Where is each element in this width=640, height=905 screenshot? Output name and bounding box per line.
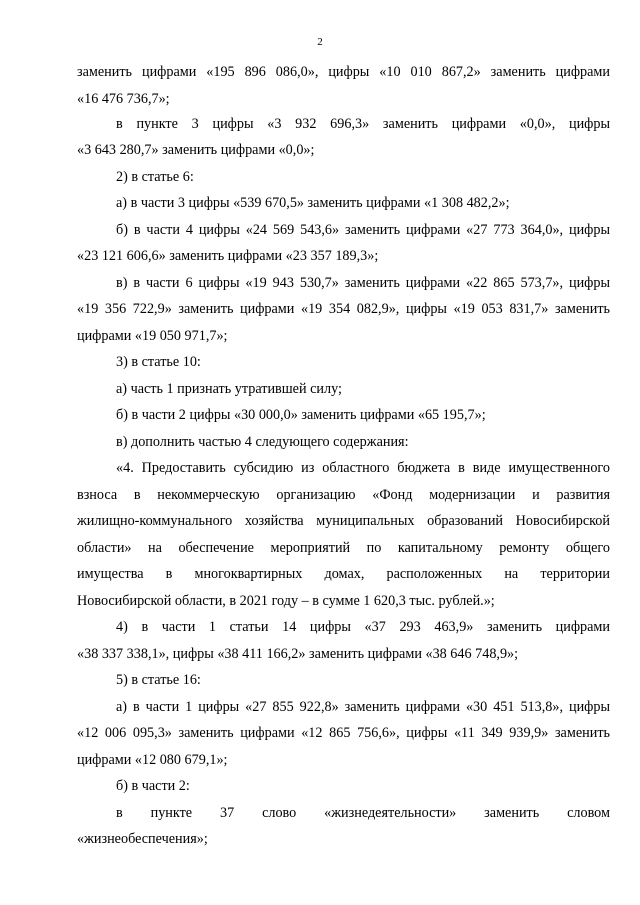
text-line: взноса в некоммерческую организацию «Фонд модернизации и развития (77, 487, 610, 503)
text-line: «жизнеобеспечения»; (77, 831, 208, 847)
text-line: а) часть 1 признать утратившей силу; (116, 381, 342, 397)
text-line: б) в части 4 цифры «24 569 543,6» заменить цифрами «27 773 364,0», цифры (116, 222, 610, 238)
text-line: жилищно-коммунального хозяйства муниципальных образований Новосибирской (77, 513, 610, 529)
text-line: «4. Предоставить субсидию из областного бюджета в виде имущественного (116, 460, 610, 476)
page-number: 2 (317, 36, 323, 48)
text-line: б) в части 2 цифры «30 000,0» заменить цифрами «65 195,7»; (116, 407, 486, 423)
text-line: а) в части 3 цифры «539 670,5» заменить цифрами «1 308 482,2»; (116, 195, 510, 211)
text-line: 5) в статье 16: (116, 672, 201, 688)
text-line: в пункте 37 слово «жизнедеятельности» заменить словом (116, 805, 610, 821)
text-line: «38 337 338,1», цифры «38 411 166,2» заменить цифрами «38 646 748,9»; (77, 646, 519, 662)
text-line: 4) в части 1 статьи 14 цифры «37 293 463,9» заменить цифрами (116, 619, 610, 635)
text-line: цифрами «12 080 679,1»; (77, 752, 228, 768)
text-line: в) в части 6 цифры «19 943 530,7» заменить цифрами «22 865 573,7», цифры (116, 275, 610, 291)
text-line: в) дополнить частью 4 следующего содержания: (116, 434, 409, 450)
text-line: заменить цифрами «195 896 086,0», цифры «10 010 867,2» заменить цифрами (77, 64, 610, 80)
text-line: а) в части 1 цифры «27 855 922,8» заменить цифрами «30 451 513,8», цифры (116, 699, 610, 715)
text-line: имущества в многоквартирных домах, расположенных на территории (77, 566, 610, 582)
text-line: «3 643 280,7» заменить цифрами «0,0»; (77, 142, 315, 158)
text-line: 3) в статье 10: (116, 354, 201, 370)
text-line: 2) в статье 6: (116, 169, 194, 185)
text-line: «16 476 736,7»; (77, 91, 170, 107)
text-line: б) в части 2: (116, 778, 190, 794)
text-line: «19 356 722,9» заменить цифрами «19 354 082,9», цифры «19 053 831,7» заменить (77, 301, 610, 317)
text-line: области» на обеспечение мероприятий по капитальному ремонту общего (77, 540, 610, 556)
text-line: в пункте 3 цифры «3 932 696,3» заменить цифрами «0,0», цифры (116, 116, 610, 132)
text-line: Новосибирской области, в 2021 году – в сумме 1 620,3 тыс. рублей.»; (77, 593, 495, 609)
text-line: «23 121 606,6» заменить цифрами «23 357 189,3»; (77, 248, 379, 264)
text-line: «12 006 095,3» заменить цифрами «12 865 756,6», цифры «11 349 939,9» заменить (77, 725, 610, 741)
text-line: цифрами «19 050 971,7»; (77, 328, 228, 344)
